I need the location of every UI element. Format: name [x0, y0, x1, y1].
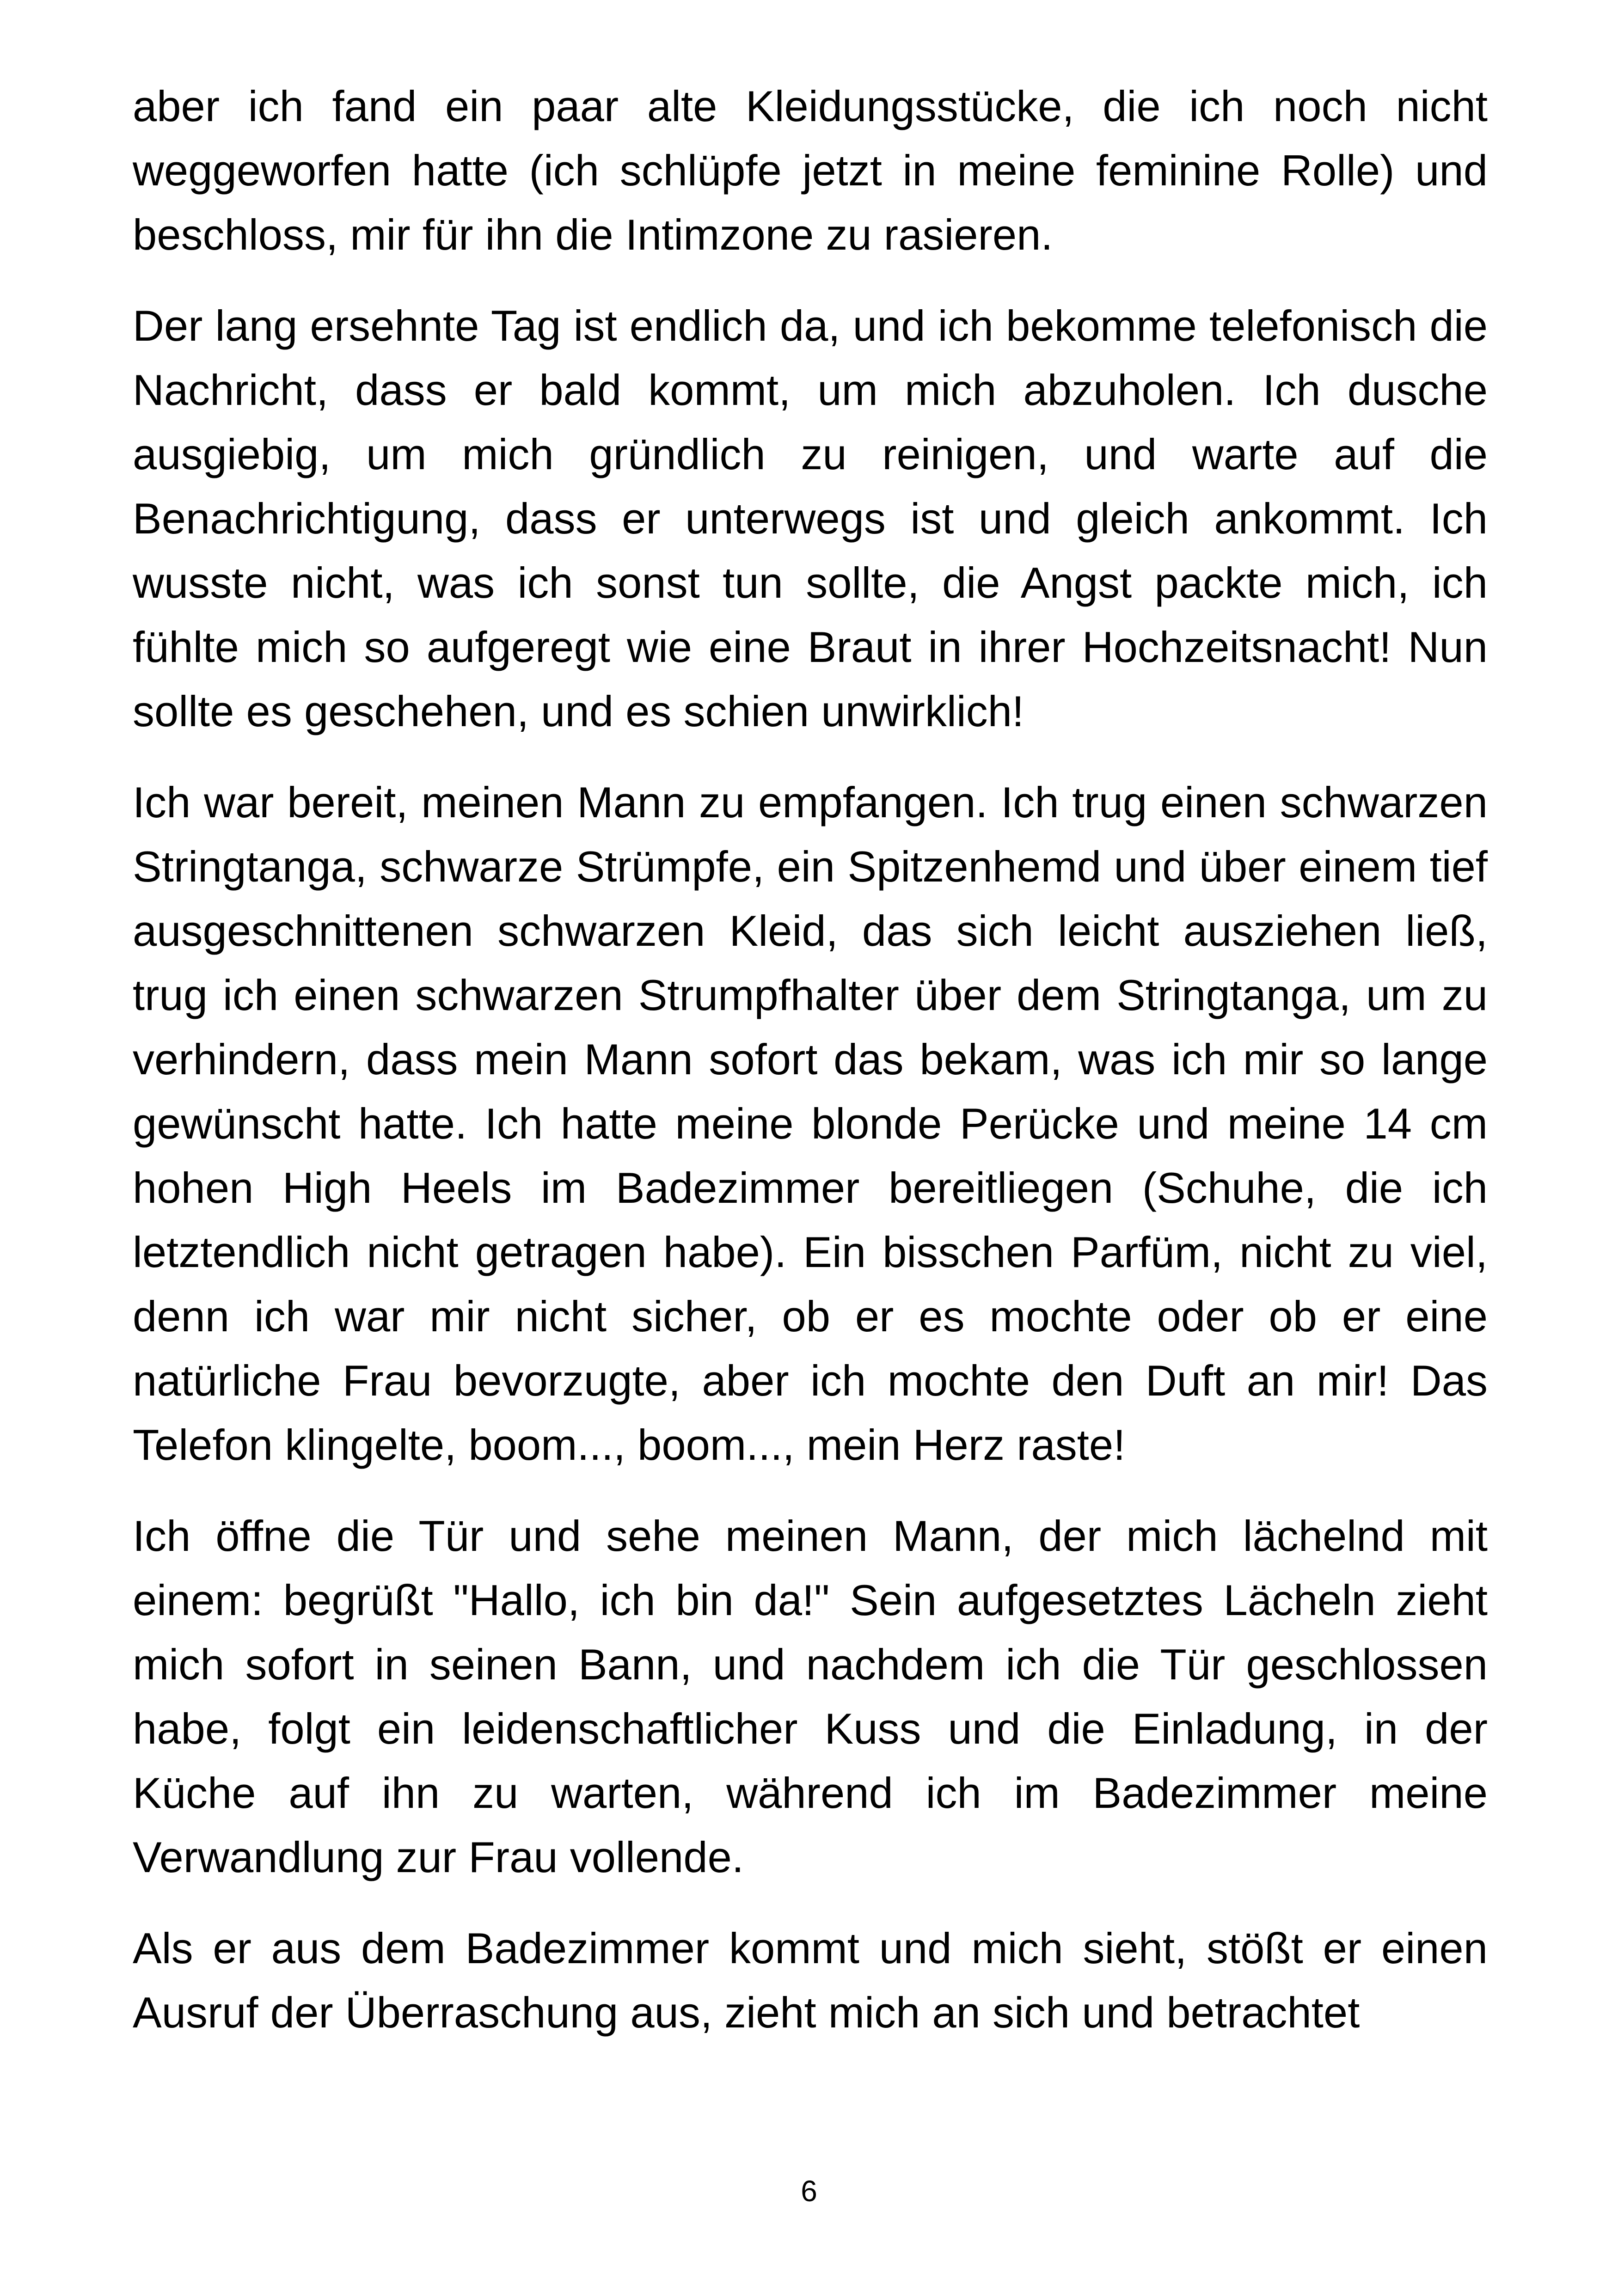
paragraph-4: Ich öffne die Tür und sehe meinen Mann, der mich lächelnd mit einem: begrüßt "Hallo, ich bin da!" Sein aufgesetztes Lächeln zieht mich sofort in seinen Bann, und nachdem ich die Tür geschlossen habe, folgt ein leidenschaftlicher Kuss und die Einladung, in der Küche auf ihn zu warten, während ich im Badezimmer meine Verwandlung zur Frau vollende.: [133, 1512, 1488, 1881]
body-text: [133, 74, 1488, 2071]
page-number: 6: [801, 2174, 817, 2208]
paragraph-3: Ich war bereit, meinen Mann zu empfangen. Ich trug einen schwarzen Stringtanga, schwarze Strümpfe, ein Spitzenhemd und über einem tief ausgeschnittenen schwarzen Kleid, das sich leicht ausziehen ließ, trug ich einen schwarzen Strumpfhalter über dem Stringtanga, um zu verhindern, dass mein Mann sofort das bekam, was ich mir so lange gewünscht hatte. Ich hatte meine blonde Perücke und meine 14 cm hohen High Heels im Badezimmer bereitliegen (Schuhe, die ich letztendlich nicht getragen habe). Ein bisschen Parfüm, nicht zu viel, denn ich war mir nicht sicher, ob er es mochte oder ob er eine natürliche Frau bevorzugte, aber ich mochte den Duft an mir! Das Telefon klingelte, boom..., boom..., mein Herz raste!: [133, 778, 1488, 1469]
paragraph-1: aber ich fand ein paar alte Kleidungsstücke, die ich noch nicht weggeworfen hatte (ich schlüpfe jetzt in meine feminine Rolle) und beschloss, mir für ihn die Intimzone zu rasieren.: [133, 82, 1488, 259]
paragraph-2: Der lang ersehnte Tag ist endlich da, und ich bekomme telefonisch die Nachricht, dass er bald kommt, um mich abzuholen. Ich dusche ausgiebig, um mich gründlich zu reinigen, und warte auf die Benachrichtigung, dass er unterwegs ist und gleich ankommt. Ich wusste nicht, was ich sonst tun sollte, die Angst packte mich, ich fühlte mich so aufgeregt wie eine Braut in ihrer Hochzeitsnacht! Nun sollte es geschehen, und es schien unwirklich!: [133, 301, 1488, 735]
paragraph-5: Als er aus dem Badezimmer kommt und mich sieht, stößt er einen Ausruf der Überraschung aus, zieht mich an sich und betrachtet: [133, 1924, 1488, 2037]
